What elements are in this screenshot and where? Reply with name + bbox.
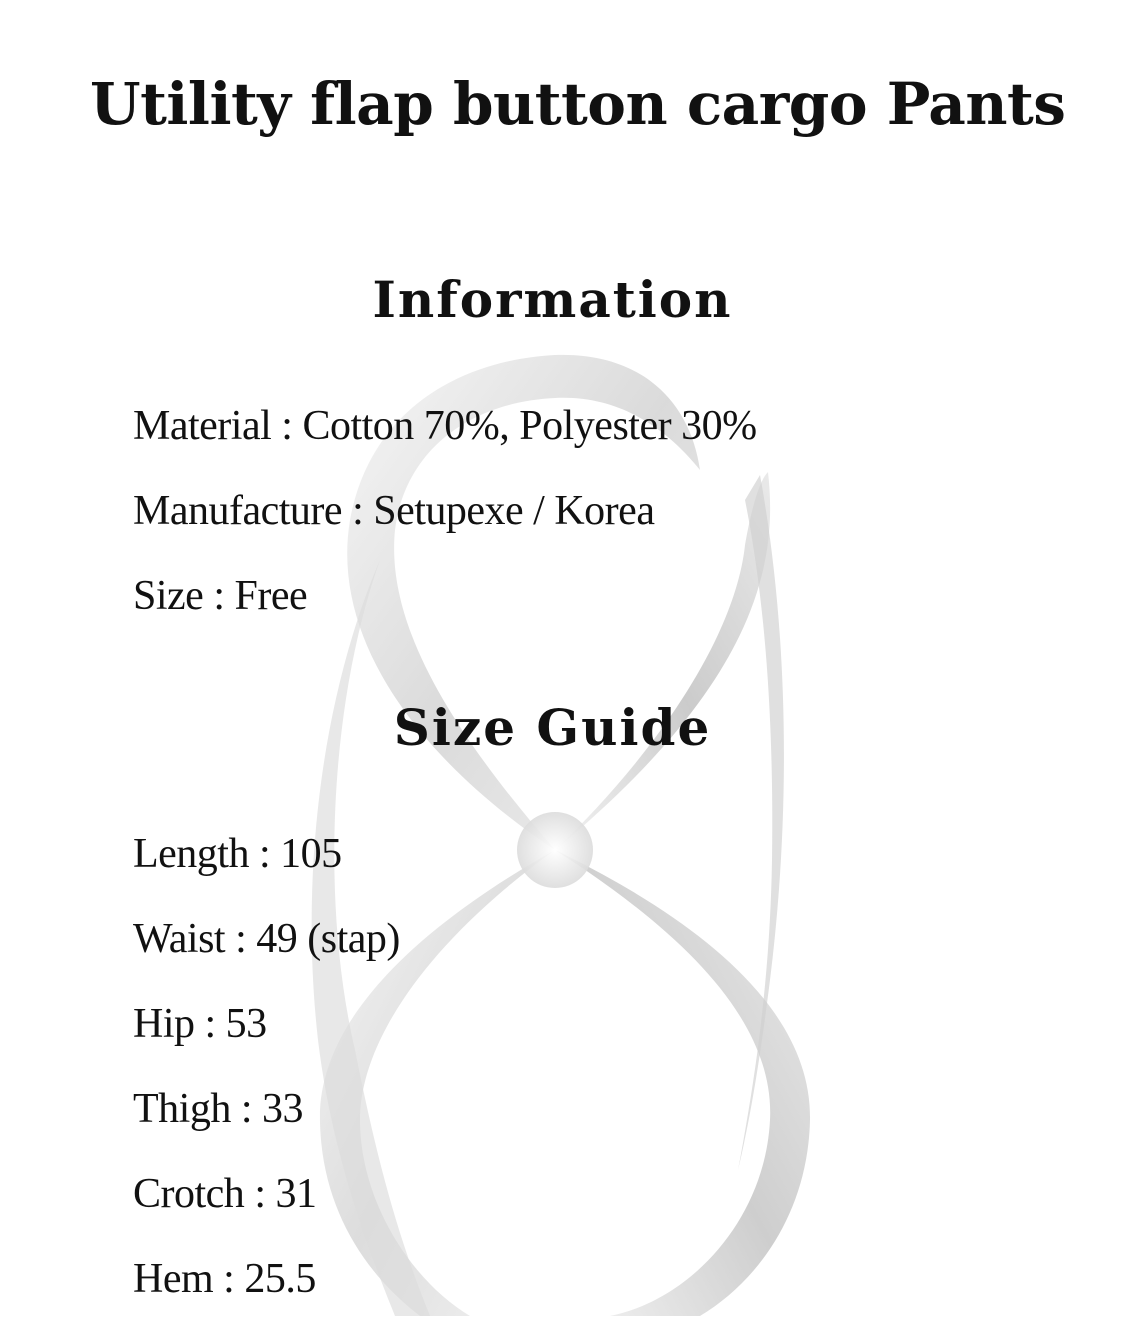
size-row-length [133, 826, 400, 911]
size-row-hem [133, 1251, 400, 1336]
spec-label: Thigh [133, 1086, 231, 1132]
spec-label: Hem [133, 1256, 214, 1302]
spec-separator: : [223, 1256, 235, 1302]
spec-value: 25.5 [244, 1256, 316, 1302]
spec-label: Waist [133, 916, 226, 962]
spec-separator: : [281, 403, 293, 449]
information-list [133, 398, 757, 653]
size-row-thigh [133, 1081, 400, 1166]
size-guide-list [133, 826, 400, 1336]
spec-value: Free [234, 573, 308, 619]
spec-value: 33 [262, 1086, 303, 1132]
spec-separator: : [235, 916, 247, 962]
spec-label: Length [133, 831, 249, 877]
spec-value: Setupexe / Korea [373, 488, 655, 534]
spec-label: Manufacture [133, 488, 343, 534]
spec-value: 105 [280, 831, 342, 877]
spec-separator: : [258, 831, 271, 877]
spec-value: Cotton 70%, Polyester 30% [302, 403, 757, 449]
spec-label: Size [133, 573, 204, 619]
info-row-material [133, 398, 757, 483]
spec-value: 49 (stap) [256, 916, 400, 962]
spec-value: 53 [225, 1001, 267, 1047]
size-row-hip [133, 996, 400, 1081]
spec-separator: : [254, 1171, 266, 1217]
spec-separator: : [240, 1086, 252, 1132]
spec-separator: : [204, 1001, 216, 1047]
spec-label: Material [133, 403, 272, 449]
spec-separator: : [352, 488, 364, 534]
info-row-size [133, 568, 757, 653]
size-row-crotch [133, 1166, 400, 1251]
product-title: Utility flap button cargo Pants [90, 70, 1066, 138]
spec-value: 31 [275, 1171, 317, 1217]
spec-label: Hip [133, 1001, 195, 1047]
size-row-waist [133, 911, 400, 996]
info-row-manufacture [133, 483, 757, 568]
information-heading: Information [372, 270, 733, 329]
spec-separator: : [213, 573, 225, 619]
spec-label: Crotch [133, 1171, 245, 1217]
size-guide-heading: Size Guide [393, 698, 712, 757]
